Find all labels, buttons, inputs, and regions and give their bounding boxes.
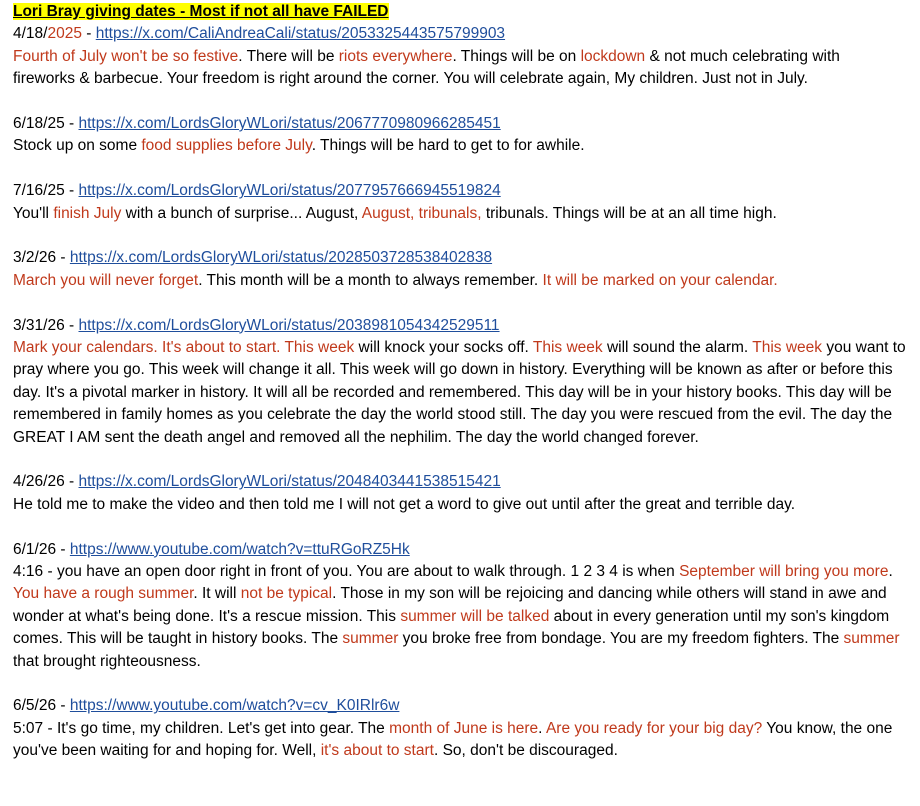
highlighted-text: summer: [342, 630, 399, 648]
highlighted-text: lockdown: [580, 47, 646, 65]
highlighted-text: March you will never forget: [13, 271, 199, 289]
entry: [13, 695, 906, 762]
highlighted-text: Mark your calendars. It's about to start. This week: [13, 339, 355, 357]
entry-date-line: [13, 113, 906, 135]
highlighted-text: riots everywhere: [338, 47, 453, 65]
highlighted-text: not be typical: [240, 585, 333, 603]
body-text: will knock your socks off.: [354, 339, 533, 357]
highlighted-text: summer: [843, 630, 900, 648]
body-text: . So, don't be discouraged.: [433, 742, 618, 760]
entry-date: 4/26/26 -: [13, 473, 79, 491]
entry: [13, 247, 906, 292]
body-text: Stock up on some: [13, 137, 142, 155]
body-text: . Those in my son will be rejoicing and dancing while others will stand in awe and wonder at what's being done. It's a rescue mission. This: [13, 585, 887, 625]
body-text: . Things will be hard to get to for awhile.: [311, 137, 585, 155]
highlighted-text: food supplies before July: [141, 137, 312, 155]
body-text: He told me to make the video and then told me I will not get a word to give out until after the great and terrible day.: [13, 495, 796, 513]
body-text: . It will: [193, 585, 241, 603]
body-text: that brought righteousness.: [13, 652, 201, 670]
entry-date: 6/1/26 -: [13, 540, 70, 558]
entry-link[interactable]: https://x.com/CaliAndreaCali/status/2053325443575799903: [95, 25, 506, 43]
entry-body: [13, 203, 906, 225]
entry-date: -: [81, 25, 96, 43]
highlighted-text: it's about to start: [320, 742, 434, 760]
body-text: . There will be: [238, 47, 339, 65]
entry-link[interactable]: https://x.com/LordsGloryWLori/status/2038981054342529511: [78, 316, 500, 334]
entry-link[interactable]: https://x.com/LordsGloryWLori/status/2067770980966285451: [78, 115, 501, 133]
entry-date-line: [13, 315, 906, 337]
title-line: [13, 1, 906, 23]
entry-link[interactable]: https://x.com/LordsGloryWLori/status/2077957666945519824: [78, 182, 501, 200]
entry-date-line: [13, 695, 906, 717]
entry-link[interactable]: https://www.youtube.com/watch?v=cv_K0IRlr6w: [69, 697, 400, 715]
entry-body: [13, 561, 906, 673]
document-title: Lori Bray giving dates - Most if not all have FAILED: [13, 3, 389, 20]
highlighted-text: September will bring you more: [679, 563, 889, 581]
entry-link[interactable]: https://x.com/LordsGloryWLori/status/2048403441538515421: [78, 473, 501, 491]
entry-date: 3/31/26 -: [13, 316, 79, 334]
entry-date-line: [13, 247, 906, 269]
body-text: 4:16 - you have an open door right in front of you. You are about to walk through. 1 2 3 4 is when: [13, 563, 680, 581]
entry-body: [13, 135, 906, 157]
body-text: you broke free from bondage. You are my freedom fighters. The: [398, 630, 844, 648]
entry: [13, 113, 906, 158]
entry-date-line: [13, 180, 906, 202]
entries-list: [13, 23, 906, 762]
body-text: & not much celebrating with fireworks & barbecue. Your freedom is right around the corner. You will celebrate again, My children. Just not in July.: [13, 47, 840, 88]
highlighted-text: summer will be talked: [400, 607, 550, 625]
entry-date: 3/2/26 -: [13, 249, 70, 267]
entry-body: [13, 494, 906, 516]
entry-body: [13, 337, 906, 449]
entry-date-line: [13, 23, 906, 45]
entry-date: 6/5/26 -: [13, 697, 70, 715]
entry-body: [13, 718, 906, 763]
highlighted-text: month of June is here: [389, 719, 539, 737]
highlighted-text: You have a rough summer: [13, 585, 194, 603]
body-text: you want to pray where you go. This week will change it all. This week will go down in history. Everything will be known as after or before this day. It's a pivotal marker in history. It will all be recorded and remembered. This day will be in your history books. This day will be remembered in family homes as you celebrate the day the world stood still. The day you were rescued from the evil. The day the GREAT I AM sent the death angel and removed all the nephilim. The day the world changed forever.: [13, 339, 906, 446]
entry: [13, 180, 906, 225]
body-text: will sound the alarm.: [602, 339, 753, 357]
body-text: .: [538, 719, 546, 737]
entry-date-line: [13, 539, 906, 561]
entry-link[interactable]: https://www.youtube.com/watch?v=ttuRGoRZ5Hk: [69, 540, 410, 558]
highlighted-text: This week: [532, 339, 603, 357]
entry-body: [13, 270, 906, 292]
entry: [13, 539, 906, 673]
body-text: .: [888, 563, 893, 581]
body-text: You'll: [13, 204, 54, 222]
body-text: . This month will be a month to always remember.: [198, 271, 543, 289]
highlighted-text: Fourth of July won't be so festive: [13, 47, 239, 65]
highlighted-text: It will be marked on your calendar.: [542, 271, 778, 289]
entry: [13, 23, 906, 90]
entry-link[interactable]: https://x.com/LordsGloryWLori/status/2028503728538402838: [69, 249, 493, 267]
body-text: about in every generation until my son's kingdom comes. This will be taught in history books. The: [13, 607, 890, 648]
highlighted-text: Are you ready for your big day?: [545, 719, 763, 737]
entry: [13, 471, 906, 516]
highlighted-text: This week: [752, 339, 823, 357]
entry-date: 4/18/: [13, 25, 48, 43]
entry-date: 6/18/25 -: [13, 115, 79, 133]
body-text: You know, the one you've been waiting for and hoping for. Well,: [13, 719, 893, 760]
highlighted-text: August, tribunals,: [361, 204, 482, 222]
body-text: 5:07 - It's go time, my children. Let's get into gear. The: [13, 719, 390, 737]
entry-body: [13, 46, 906, 91]
entry-date-line: [13, 471, 906, 493]
entry-date: 7/16/25 -: [13, 182, 79, 200]
entry: [13, 315, 906, 449]
body-text: with a bunch of surprise... August,: [121, 204, 362, 222]
entry-date: 2025: [47, 25, 82, 43]
highlighted-text: finish July: [53, 204, 122, 222]
body-text: tribunals. Things will be at an all time high.: [481, 204, 777, 222]
body-text: . Things will be on: [452, 47, 581, 65]
